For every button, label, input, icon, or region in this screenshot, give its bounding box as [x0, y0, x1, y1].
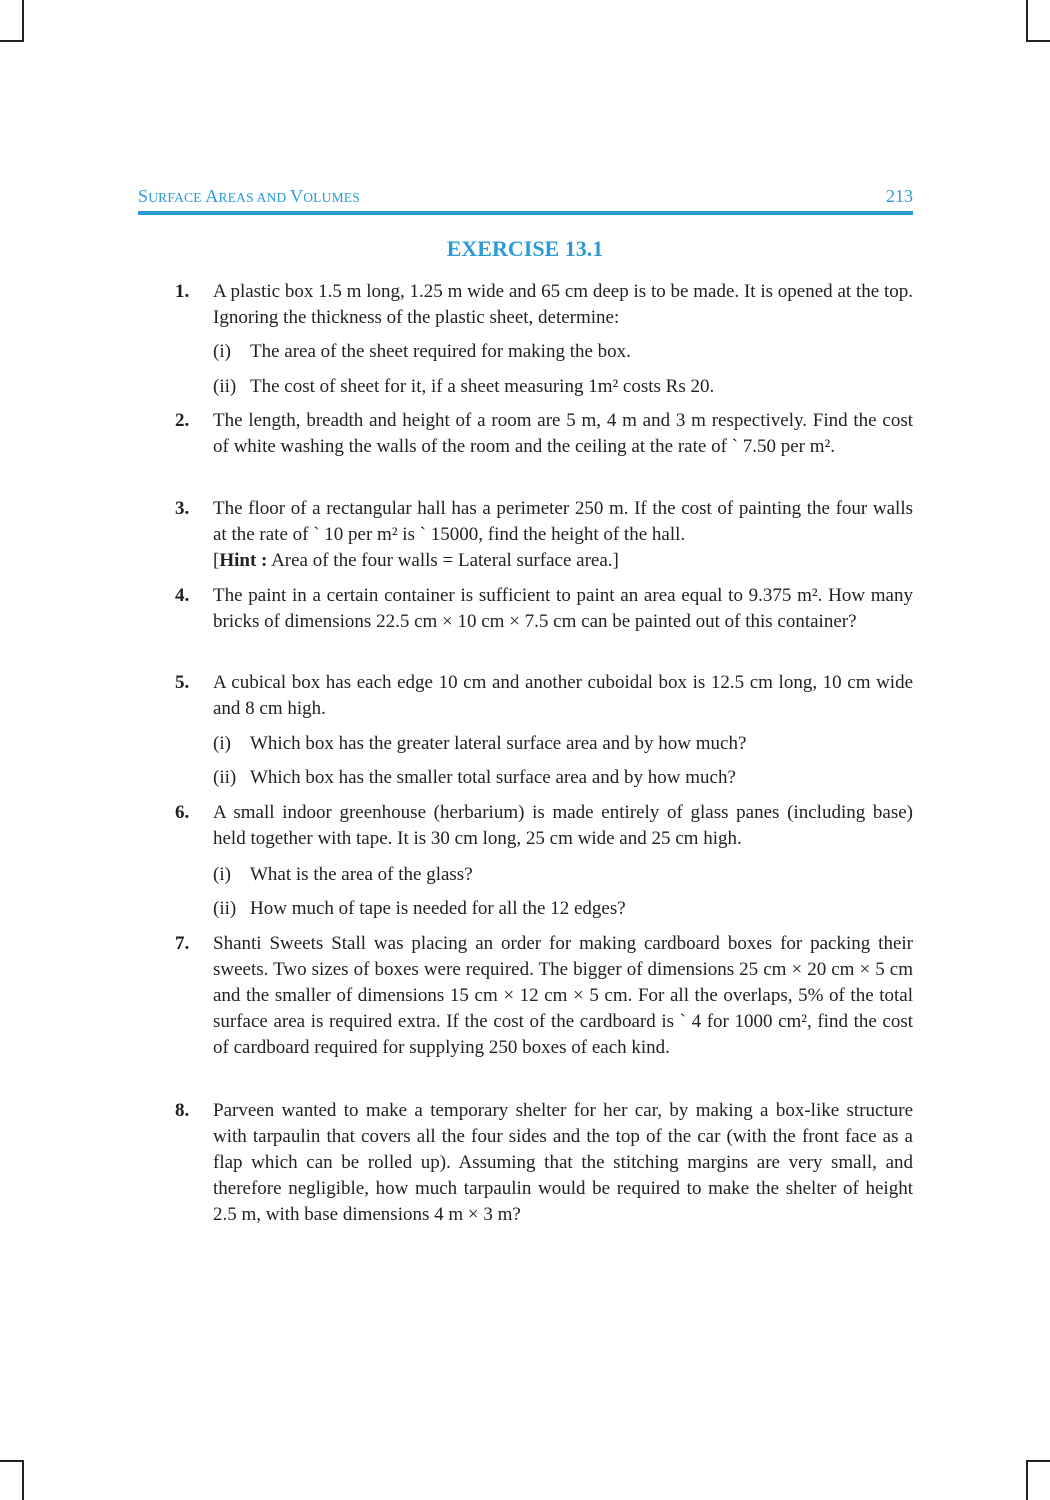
hint-label: Hint : [219, 550, 268, 571]
crop-mark-bottom-left [22, 1460, 24, 1500]
question-2 [175, 408, 913, 460]
subquestion [213, 896, 913, 922]
question-text: The floor of a rectangular hall has a perimeter 250 m. If the cost of painting the four walls at the rate of ` 10 per m² is ` 15000, find the height of the hall. [213, 498, 913, 545]
question-6 [175, 800, 913, 852]
crop-mark-top-right-h [1026, 40, 1050, 42]
question-3 [175, 496, 913, 574]
question-text: The length, breadth and height of a room are 5 m, 4 m and 3 m respectively. Find the cost of white washing the walls of the room and the ceiling at the rate of ` 7.50 per m². [213, 410, 913, 457]
subquestion-text: What is the area of the glass? [250, 864, 473, 885]
running-head: SURFACE AREAS AND VOLUMES [138, 186, 360, 206]
subquestion-label: (i) [213, 733, 231, 754]
question-number: 6. [175, 802, 190, 823]
exercise-title: EXERCISE 13.1 [446, 236, 604, 261]
question-text: Parveen wanted to make a temporary shelter for her car, by making a box-like structure with tarpaulin that covers all the four sides and the top of the car (with the front face as a flap which can be rolled up). Assuming that the stitching margins are very small, and therefore negligible, how much tarpaulin would be required to make the shelter of height 2.5 m, with base dimensions 4 m × 3 m? [213, 1100, 913, 1225]
subquestion [213, 862, 913, 888]
question-number: 1. [175, 281, 190, 302]
question-number: 7. [175, 933, 190, 954]
question-text: The paint in a certain container is sufficient to paint an area equal to 9.375 m². How many bricks of dimensions 22.5 cm × 10 cm × 7.5 cm can be painted out of this container? [213, 585, 913, 632]
question-5 [175, 670, 913, 722]
question-number: 4. [175, 585, 190, 606]
subquestion-text: Which box has the smaller total surface area and by how much? [250, 767, 736, 788]
question-text: A cubical box has each edge 10 cm and another cuboidal box is 12.5 cm long, 10 cm wide and 8 cm high. [213, 672, 913, 719]
subquestion-text: How much of tape is needed for all the 12 edges? [250, 898, 626, 919]
crop-mark-top-right [1026, 0, 1028, 42]
subquestion-text: The area of the sheet required for making the box. [250, 341, 631, 362]
subquestion [213, 765, 913, 791]
subquestion [213, 731, 913, 757]
crop-mark-top-left [22, 0, 24, 42]
subquestion-label: (ii) [213, 898, 237, 919]
hint-text: Area of the four walls = Lateral surface area.] [271, 550, 619, 571]
crop-mark-top-left-h [0, 40, 24, 42]
question-1 [175, 279, 913, 331]
question-4 [175, 583, 913, 635]
header-rule [138, 211, 913, 215]
question-text: Shanti Sweets Stall was placing an order for making cardboard boxes for packing their sweets. Two sizes of boxes were required. The bigger of dimensions 25 cm × 20 cm × 5 cm and the smaller of dimensions 15 cm × 12 cm × 5 cm. For all the overlaps, 5% of the total surface area is required extra. If the cost of the cardboard is ` 4 for 1000 cm², find the cost of cardboard required for supplying 250 boxes of each kind. [213, 933, 913, 1058]
hint: [Hint : Area of the four walls = Lateral surface area.] [213, 550, 619, 571]
question-text: A plastic box 1.5 m long, 1.25 m wide and 65 cm deep is to be made. It is opened at the top. Ignoring the thickness of the plastic sheet, determine: [213, 281, 913, 328]
subquestion [213, 339, 913, 365]
subquestion-text: The cost of sheet for it, if a sheet measuring 1m² costs Rs 20. [250, 376, 715, 397]
question-number: 2. [175, 410, 190, 431]
question-number: 8. [175, 1100, 190, 1121]
question-number: 5. [175, 672, 190, 693]
subquestion-text: Which box has the greater lateral surface area and by how much? [250, 733, 747, 754]
question-8 [175, 1098, 913, 1228]
question-text: A small indoor greenhouse (herbarium) is made entirely of glass panes (including base) held together with tape. It is 30 cm long, 25 cm wide and 25 cm high. [213, 802, 913, 849]
question-number: 3. [175, 498, 190, 519]
crop-mark-bottom-right-h [1026, 1460, 1050, 1462]
subquestion-label: (ii) [213, 767, 237, 788]
subquestion [213, 374, 913, 400]
subquestion-label: (ii) [213, 376, 237, 397]
crop-mark-bottom-right [1026, 1460, 1028, 1500]
page-number: 213 [886, 186, 913, 206]
question-7 [175, 931, 913, 1061]
crop-mark-bottom-left-h [0, 1460, 24, 1462]
subquestion-label: (i) [213, 864, 231, 885]
subquestion-label: (i) [213, 341, 231, 362]
